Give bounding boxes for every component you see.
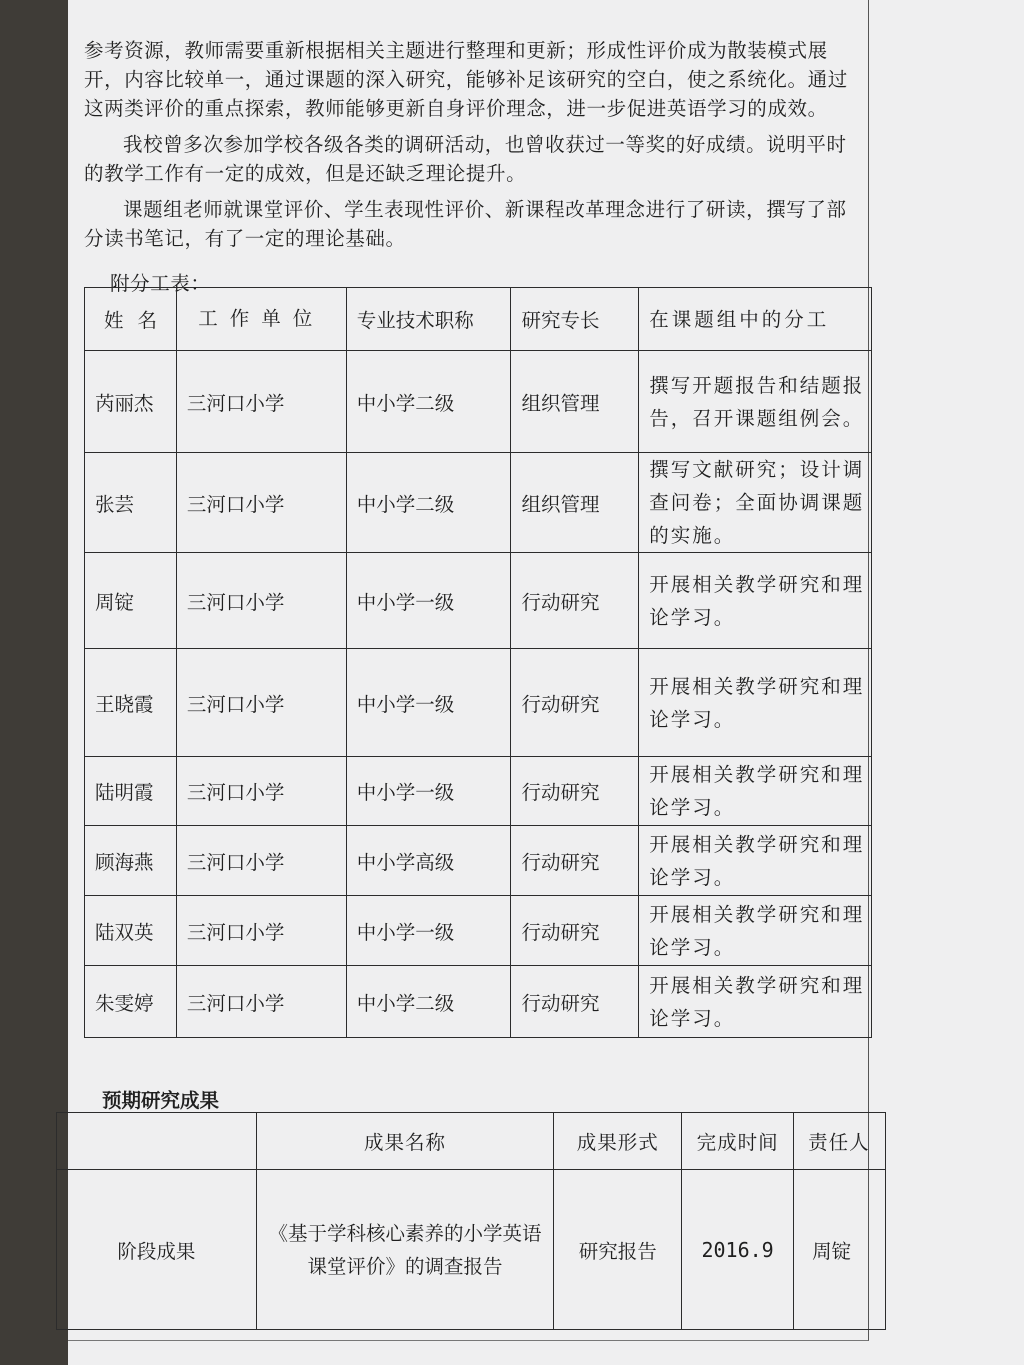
staff-duty-cell: 开展相关教学研究和理论学习。 [639, 896, 872, 966]
staff-header-unit: 工作单位 [176, 288, 346, 351]
staff-unit-cell: 三河口小学 [176, 553, 346, 649]
staff-duty-cell: 开展相关教学研究和理论学习。 [639, 553, 872, 649]
staff-row [85, 649, 872, 757]
staff-name-cell: 王晓霞 [85, 649, 177, 757]
staff-name-cell: 朱雯婷 [85, 966, 177, 1038]
staff-row [85, 553, 872, 649]
staff-name-cell: 芮丽杰 [85, 351, 177, 453]
staff-specialty-cell: 行动研究 [511, 757, 639, 826]
staff-unit-cell: 三河口小学 [176, 649, 346, 757]
staff-duty-cell: 开展相关教学研究和理论学习。 [639, 966, 872, 1038]
staff-name-cell: 顾海燕 [85, 826, 177, 896]
results-row [57, 1170, 886, 1330]
staff-unit-cell: 三河口小学 [176, 966, 346, 1038]
results-header-row [57, 1113, 886, 1170]
results-section-title: 预期研究成果 [102, 1089, 220, 1112]
staff-name-cell: 张芸 [85, 453, 177, 553]
page-frame [68, 0, 869, 1341]
staff-unit-cell: 三河口小学 [176, 351, 346, 453]
staff-unit-cell: 三河口小学 [176, 896, 346, 966]
staff-row [85, 757, 872, 826]
staff-duty-cell: 开展相关教学研究和理论学习。 [639, 649, 872, 757]
staff-header-row [85, 288, 872, 351]
staff-header-specialty: 研究专长 [511, 288, 639, 351]
staff-duty-cell: 撰写开题报告和结题报告，召开课题组例会。 [639, 351, 872, 453]
results-name-cell: 《基于学科核心素养的小学英语课堂评价》的调查报告 [256, 1170, 554, 1330]
staff-title-cell: 中小学一级 [346, 649, 511, 757]
staff-name-cell: 周锭 [85, 553, 177, 649]
staff-header-name: 姓名 [85, 288, 177, 351]
results-form-cell: 研究报告 [554, 1170, 682, 1330]
results-stage-cell: 阶段成果 [57, 1170, 257, 1330]
staff-row [85, 896, 872, 966]
staff-title-cell: 中小学二级 [346, 966, 511, 1038]
staff-specialty-cell: 行动研究 [511, 826, 639, 896]
staff-row [85, 351, 872, 453]
staff-header-duty: 在课题组中的分工 [639, 288, 872, 351]
staff-specialty-cell: 行动研究 [511, 966, 639, 1038]
staff-title-cell: 中小学二级 [346, 351, 511, 453]
staff-table-caption: 附分工表： [110, 272, 211, 295]
staff-row [85, 966, 872, 1038]
staff-header-title: 专业技术职称 [346, 288, 511, 351]
staff-title-cell: 中小学一级 [346, 757, 511, 826]
staff-unit-cell: 三河口小学 [176, 453, 346, 553]
staff-duty-cell: 开展相关教学研究和理论学习。 [639, 757, 872, 826]
staff-specialty-cell: 行动研究 [511, 649, 639, 757]
paragraph-2: 我校曾多次参加学校各级各类的调研活动，也曾收获过一等奖的好成绩。说明平时的教学工作有一定的成效，但是还缺乏理论提升。 [84, 133, 847, 185]
staff-duty-cell: 开展相关教学研究和理论学习。 [639, 826, 872, 896]
staff-specialty-cell: 行动研究 [511, 553, 639, 649]
staff-specialty-cell: 组织管理 [511, 453, 639, 553]
staff-unit-cell: 三河口小学 [176, 826, 346, 896]
paragraph-3: 课题组老师就课堂评价、学生表现性评价、新课程改革理念进行了研读，撰写了部分读书笔记，有了一定的理论基础。 [84, 198, 847, 250]
staff-duty-cell: 撰写文献研究；设计调查问卷；全面协调课题的实施。 [639, 453, 872, 553]
staff-unit-cell: 三河口小学 [176, 757, 346, 826]
results-date-cell: 2016.9 [682, 1170, 794, 1330]
results-table [56, 1112, 886, 1330]
staff-specialty-cell: 行动研究 [511, 896, 639, 966]
staff-table [84, 287, 872, 1038]
results-person-cell: 周锭 [794, 1170, 886, 1330]
staff-title-cell: 中小学高级 [346, 826, 511, 896]
results-header-name: 成果名称 [256, 1113, 554, 1170]
results-header-date: 完成时间 [682, 1113, 794, 1170]
results-header-form: 成果形式 [554, 1113, 682, 1170]
paragraph-1: 参考资源，教师需要重新根据相关主题进行整理和更新；形成性评价成为散装模式展开，内容比较单一，通过课题的深入研究，能够补足该研究的空白，使之系统化。通过这两类评价的重点探索，教师能够更新自身评价理念，进一步促进英语学习的成效。 [84, 39, 848, 120]
staff-name-cell: 陆双英 [85, 896, 177, 966]
staff-row [85, 826, 872, 896]
staff-title-cell: 中小学一级 [346, 553, 511, 649]
staff-row [85, 453, 872, 553]
staff-specialty-cell: 组织管理 [511, 351, 639, 453]
document-page [68, 0, 1024, 1365]
staff-title-cell: 中小学二级 [346, 453, 511, 553]
staff-name-cell: 陆明霞 [85, 757, 177, 826]
results-header-person: 责任人 [794, 1113, 886, 1170]
results-header-stage [57, 1113, 257, 1170]
staff-title-cell: 中小学一级 [346, 896, 511, 966]
